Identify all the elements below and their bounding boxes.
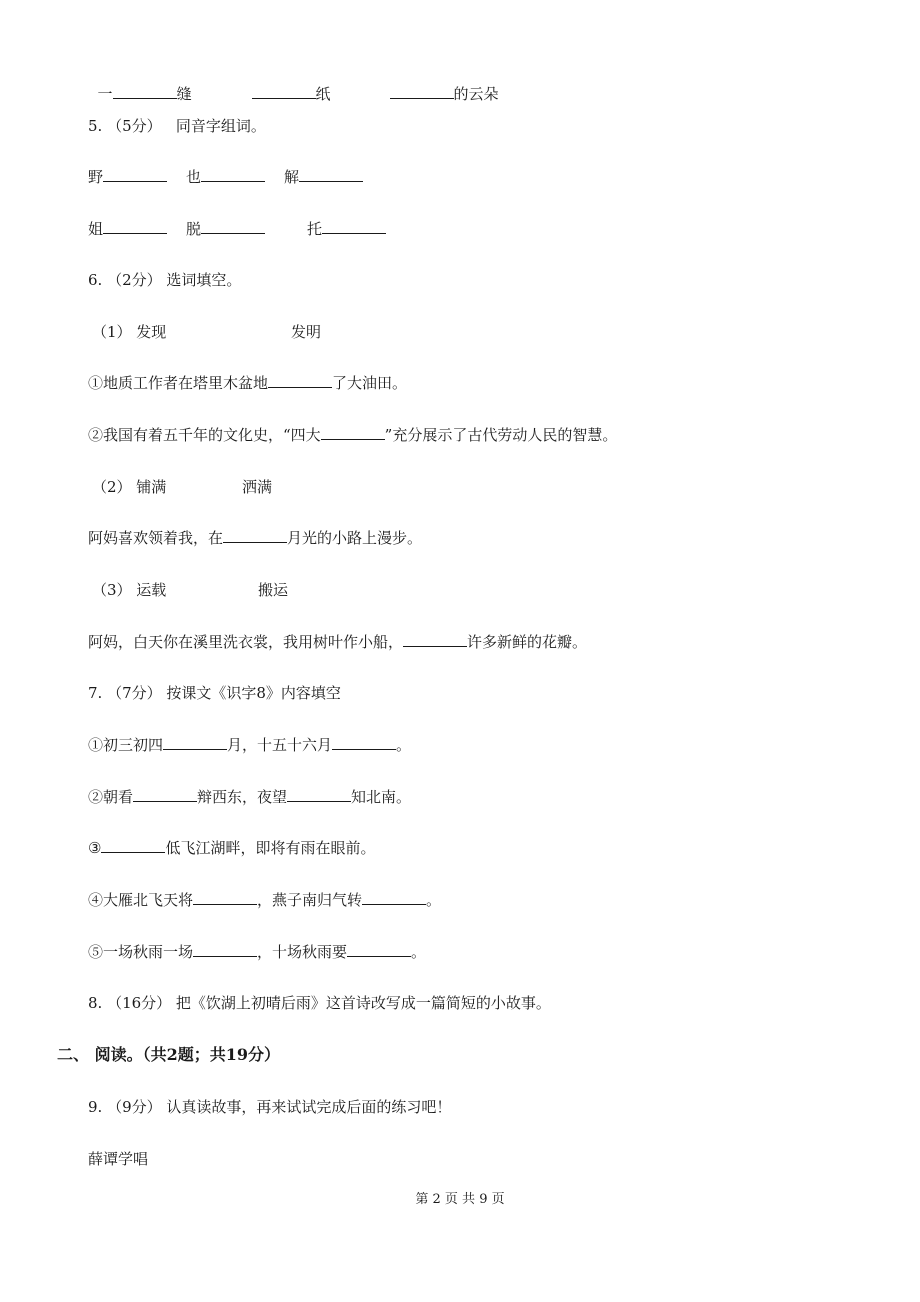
verse-text: 月，十五十六月 (227, 736, 333, 754)
fill-item-cloud (380, 64, 499, 104)
answer-blank[interactable] (252, 84, 316, 99)
fill-sentence (88, 528, 422, 548)
fill-pre: 一 (97, 85, 113, 103)
word-choice-option: 发明 (291, 323, 322, 341)
sentence-text: ”充分展示了古代劳动人民的智慧。 (384, 426, 618, 444)
answer-blank[interactable] (390, 84, 454, 99)
question-7-heading: 7. （7分） 按课文《识字8》内容填空 (88, 684, 341, 702)
verse-text: 低飞江湖畔，即将有雨在眼前。 (165, 839, 376, 857)
answer-blank[interactable] (103, 219, 167, 234)
answer-blank[interactable] (163, 735, 227, 750)
answer-blank[interactable] (321, 425, 385, 440)
verse-text: 知北南。 (351, 788, 412, 806)
sentence-text: 阿妈，白天你在溪里洗衣裳，我用树叶作小船， (88, 633, 404, 651)
answer-blank[interactable] (133, 787, 197, 802)
sentence-text: 月光的小路上漫步。 (287, 529, 423, 547)
question-8-heading: 8. （16分） 把《饮湖上初晴后雨》这首诗改写成一篇简短的小故事。 (88, 994, 551, 1012)
fill-sentence (88, 373, 407, 393)
verse-text: 。 (426, 891, 442, 909)
homophone-item (88, 167, 167, 187)
verse-text: ①初三初四 (88, 736, 164, 754)
answer-blank[interactable] (193, 942, 257, 957)
homophone-item (307, 219, 386, 239)
fill-post: 纸 (315, 85, 331, 103)
answer-blank[interactable] (268, 373, 332, 388)
verse-text: ⑤一场秋雨一场 (88, 943, 194, 961)
answer-blank[interactable] (362, 890, 426, 905)
verse-text: ，十场秋雨要 (257, 943, 348, 961)
answer-blank[interactable] (347, 942, 411, 957)
word-choice-label-1: （1） 发现 (92, 323, 167, 341)
homophone-item (186, 167, 265, 187)
answer-blank[interactable] (193, 890, 257, 905)
verse-line (88, 942, 426, 962)
word-choice-label-3: （3） 运载 (92, 581, 167, 599)
homophone-char: 脱 (186, 220, 202, 238)
answer-blank[interactable] (103, 167, 167, 182)
fill-sentence (88, 425, 617, 445)
verse-text: 。 (396, 736, 412, 754)
homophone-item (186, 219, 265, 239)
sentence-text: ①地质工作者在塔里木盆地 (88, 374, 269, 392)
sentence-text: ②我国有着五千年的文化史，“四大 (88, 426, 321, 444)
verse-line (88, 735, 411, 755)
verse-text: ④大雁北飞天将 (88, 891, 194, 909)
story-title: 薛谭学唱 (88, 1150, 149, 1168)
word-choice-option: 洒满 (242, 478, 273, 496)
fill-item-paper (242, 64, 331, 104)
verse-text: ②朝看 (88, 788, 134, 806)
answer-blank[interactable] (332, 735, 396, 750)
verse-text: ，燕子南归气转 (257, 891, 363, 909)
sentence-text: 许多新鲜的花瓣。 (467, 633, 588, 651)
answer-blank[interactable] (201, 167, 265, 182)
verse-text: 辩西东，夜望 (197, 788, 288, 806)
fill-post: 缝 (176, 85, 192, 103)
verse-line (88, 890, 441, 910)
section-heading: 二、 阅读。（共2题；共19分） (57, 1045, 280, 1064)
homophone-char: 解 (284, 168, 300, 186)
homophone-char: 野 (88, 168, 104, 186)
sentence-text: 阿妈喜欢领着我，在 (88, 529, 224, 547)
homophone-item (88, 219, 167, 239)
answer-blank[interactable] (287, 787, 351, 802)
fill-item-seam (88, 64, 192, 104)
question-6-heading: 6. （2分） 选词填空。 (88, 271, 242, 289)
answer-blank[interactable] (223, 528, 287, 543)
question-9-heading: 9. （9分） 认真读故事，再来试试完成后面的练习吧！ (88, 1098, 452, 1116)
word-choice-option: 搬运 (258, 581, 289, 599)
homophone-char: 托 (307, 220, 323, 238)
answer-blank[interactable] (403, 632, 467, 647)
answer-blank[interactable] (201, 219, 265, 234)
fill-sentence (88, 632, 587, 652)
verse-line (88, 838, 375, 858)
answer-blank[interactable] (101, 838, 165, 853)
question-5-heading: 5. （5分） 同音字组词。 (88, 117, 266, 135)
homophone-char: 也 (186, 168, 202, 186)
verse-text: 。 (411, 943, 427, 961)
homophone-item (284, 167, 363, 187)
homophone-char: 姐 (88, 220, 104, 238)
fill-post: 的云朵 (453, 85, 499, 103)
verse-line (88, 787, 411, 807)
verse-text: ③ (88, 839, 102, 857)
answer-blank[interactable] (299, 167, 363, 182)
word-choice-label-2: （2） 铺满 (92, 478, 167, 496)
page-footer: 第 2 页 共 9 页 (415, 1192, 505, 1207)
sentence-text: 了大油田。 (332, 374, 408, 392)
answer-blank[interactable] (113, 84, 177, 99)
answer-blank[interactable] (322, 219, 386, 234)
